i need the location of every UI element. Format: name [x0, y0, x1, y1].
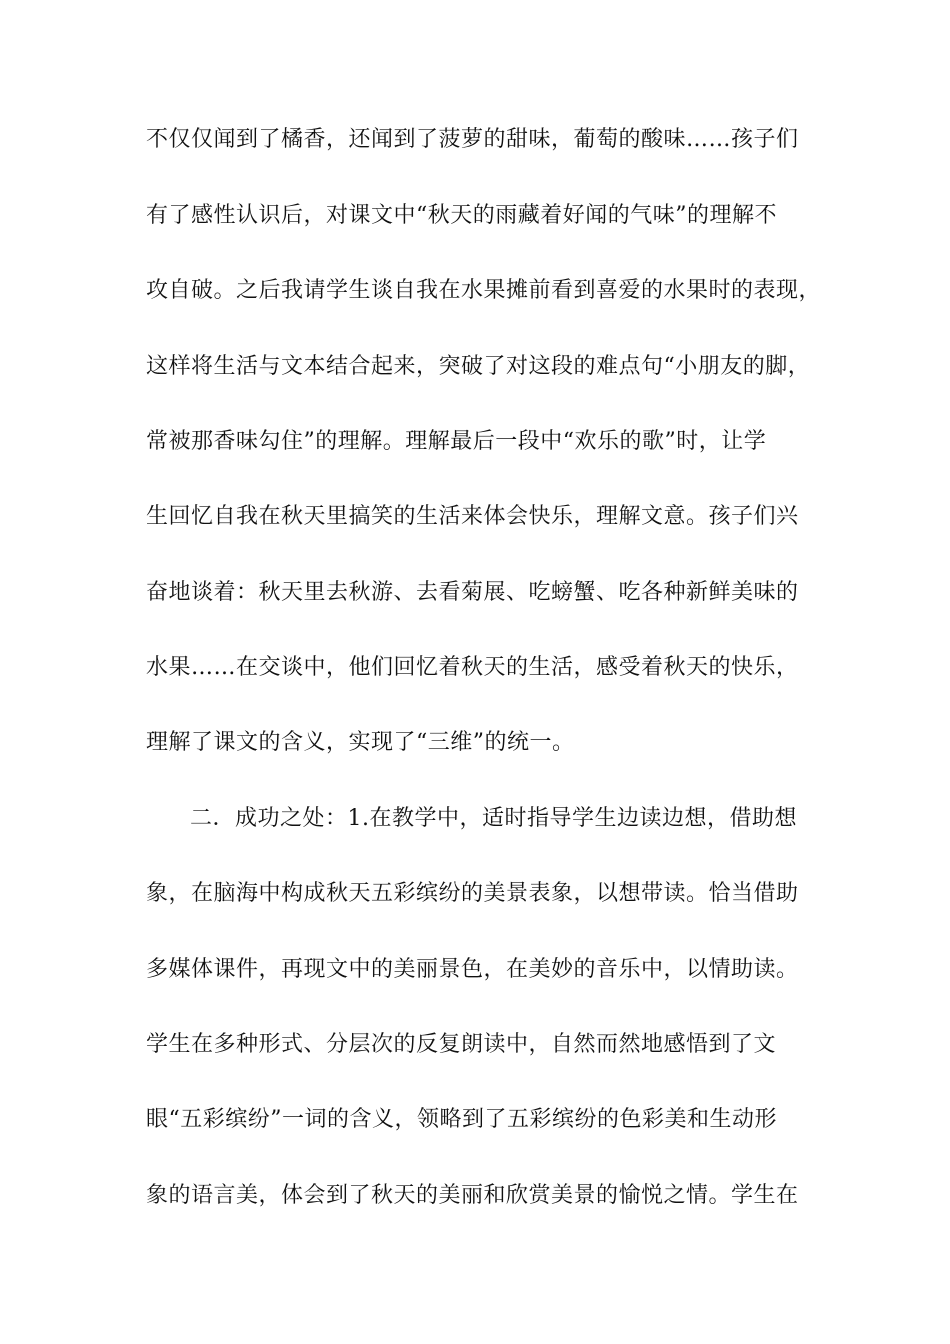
text-line: 理解了课文的含义，实现了“三维”的统一。 — [146, 730, 575, 755]
paragraph-start-line: 二．成功之处：1.在教学中，适时指导学生边读边想，借助想 — [190, 806, 797, 831]
text-line: 常被那香味勾住”的理解。理解最后一段中“欢乐的歌”时，让学 — [146, 429, 767, 454]
text-line: 不仅仅闻到了橘香，还闻到了菠萝的甜味，葡萄的酸味……孩子们 — [146, 127, 799, 152]
text-line: 水果……在交谈中，他们回忆着秋天的生活，感受着秋天的快乐， — [146, 655, 799, 680]
text-line: 学生在多种形式、分层次的反复朗读中，自然而然地感悟到了文 — [146, 1032, 777, 1057]
text-line: 攻自破。之后我请学生谈自我在水果摊前看到喜爱的水果时的表现， — [146, 278, 822, 303]
text-line: 象，在脑海中构成秋天五彩缤纷的美景表象，以想带读。恰当借助 — [146, 881, 799, 906]
text-line: 生回忆自我在秋天里搞笑的生活来体会快乐，理解文意。孩子们兴 — [146, 504, 799, 529]
text-line: 多媒体课件，再现文中的美丽景色，在美妙的音乐中，以情助读。 — [146, 957, 799, 982]
text-line: 眼“五彩缤纷”一词的含义，领略到了五彩缤纷的色彩美和生动形 — [146, 1107, 777, 1132]
text-line: 奋地谈着：秋天里去秋游、去看菊展、吃螃蟹、吃各种新鲜美味的 — [146, 580, 799, 605]
text-line: 有了感性认识后，对课文中“秋天的雨藏着好闻的气味”的理解不 — [146, 203, 777, 228]
text-line: 这样将生活与文本结合起来，突破了对这段的难点句“小朋友的脚， — [146, 354, 811, 379]
text-line: 象的语言美，体会到了秋天的美丽和欣赏美景的愉悦之情。学生在 — [146, 1183, 799, 1208]
